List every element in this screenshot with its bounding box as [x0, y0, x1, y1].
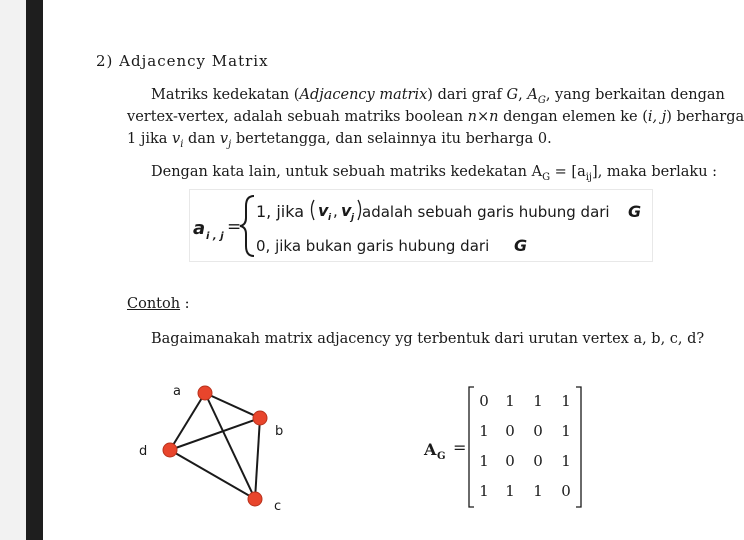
case2-G: G	[514, 236, 528, 255]
edge-b-c	[255, 418, 260, 499]
node-c	[248, 492, 262, 506]
formula-case-2: 0, jika bukan garis hubung dari	[256, 237, 490, 255]
set-brace-left	[312, 200, 315, 220]
matrix-cell: 0	[505, 422, 515, 440]
matrix-cell: 1	[533, 392, 543, 410]
edge-a-b	[205, 393, 260, 418]
graph-figure	[130, 378, 300, 522]
formula-brace	[240, 196, 254, 256]
set-brace-right	[358, 200, 361, 220]
edge-a-d	[170, 393, 205, 450]
node-a	[198, 386, 212, 400]
case1-j: j	[351, 213, 355, 223]
left-margin-bar	[0, 0, 26, 540]
matrix-cell: 0	[533, 452, 543, 470]
rule-statement: Dengan kata lain, untuk sebuah matriks kedekatan $A_G = [a_{ij}]$, maka berlaku :	[151, 164, 718, 183]
matrix-cell: 1	[533, 482, 543, 500]
formula-equals: =	[227, 217, 242, 237]
formula-case-1: 1, jika	[256, 202, 305, 221]
edge-c-d	[170, 450, 255, 499]
example-label: Contoh :	[127, 296, 190, 312]
matrix-bracket-right	[576, 387, 581, 507]
example-question: Bagaimanakah matrix adjacency yg terbentuk dari urutan vertex a, b, c, d?	[151, 331, 705, 347]
matrix-equals: =	[453, 438, 467, 457]
matrix-cell: 1	[561, 452, 571, 470]
definition-line-2: vertex-vertex, adalah sebuah matriks boolean n×n dengan elemen ke (i, j) berharga	[127, 109, 744, 125]
matrix-cell: 1	[505, 392, 515, 410]
case1-i: i	[328, 213, 332, 223]
case1-vj: v	[341, 201, 352, 220]
case1-G: G	[628, 202, 642, 221]
matrix-name: A	[424, 440, 437, 459]
matrix-sub: G	[437, 451, 446, 462]
matrix-cell: 1	[479, 482, 489, 500]
adjacency-matrix	[420, 385, 590, 514]
matrix-cell: 0	[561, 482, 571, 500]
matrix-cell: 1	[479, 422, 489, 440]
node-label-d: d	[139, 444, 148, 459]
formula-lhs: a	[193, 218, 206, 239]
matrix-cell: 1	[505, 482, 515, 500]
node-label-c: c	[274, 499, 282, 514]
matrix-cell: 0	[505, 452, 515, 470]
case1-comma: ,	[333, 202, 338, 220]
matrix-cells	[479, 392, 571, 500]
matrix-cell: 0	[533, 422, 543, 440]
formula-lhs-sub: i , j	[206, 231, 224, 242]
edge-a-c	[205, 393, 255, 499]
left-dark-strip	[26, 0, 43, 540]
adjacency-formula-image	[189, 189, 653, 262]
case1-text: adalah sebuah garis hubung dari	[362, 203, 610, 221]
matrix-bracket-left	[469, 387, 474, 507]
matrix-cell: 1	[561, 422, 571, 440]
matrix-cell: 1	[479, 452, 489, 470]
edge-b-d	[170, 418, 260, 450]
definition-line-3: 1 jika $v_i$ dan $v_j$ bertetangga, dan selainnya itu berharga 0.	[127, 131, 552, 150]
node-d	[163, 443, 177, 457]
case1-vi: v	[318, 201, 329, 220]
definition-line-1: Matriks kedekatan (Adjacency matrix) dari graf G, $A_G$, yang berkaitan dengan	[151, 87, 725, 106]
node-label-b: b	[275, 424, 284, 439]
matrix-cell: 0	[479, 392, 489, 410]
node-label-a: a	[173, 384, 181, 399]
node-b	[253, 411, 267, 425]
section-title: 2) Adjacency Matrix	[96, 52, 269, 70]
matrix-cell: 1	[561, 392, 571, 410]
